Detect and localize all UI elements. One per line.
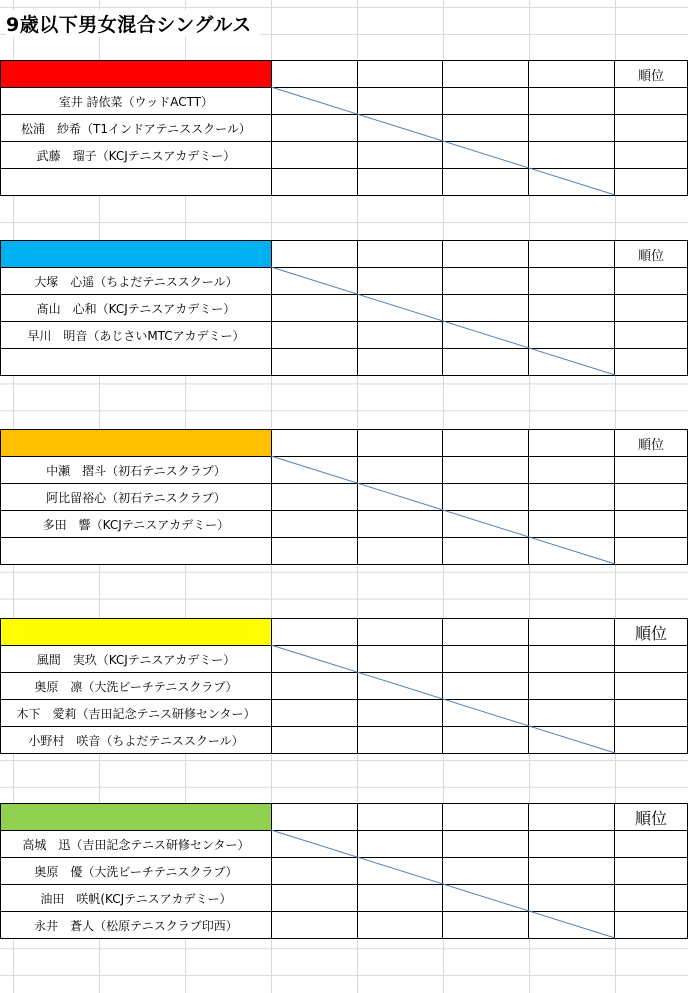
- group-3: [0, 429, 688, 565]
- rank-cell[interactable]: [615, 268, 688, 295]
- score-cell[interactable]: [357, 268, 443, 295]
- rank-cell[interactable]: [615, 727, 688, 754]
- rank-header: [615, 804, 688, 831]
- score-cell[interactable]: [357, 457, 443, 484]
- player-row: [1, 349, 688, 376]
- score-cell[interactable]: [443, 268, 529, 295]
- player-row: [1, 169, 688, 196]
- player-row: [1, 484, 688, 511]
- score-cell[interactable]: [357, 61, 443, 88]
- score-cell[interactable]: [443, 646, 529, 673]
- rank-cell[interactable]: [615, 142, 688, 169]
- score-cell[interactable]: [443, 511, 529, 538]
- group-table: [0, 240, 688, 376]
- group-2: [0, 240, 688, 376]
- player-name: 高城 迅（吉田記念テニス研修センター）: [1, 831, 272, 858]
- rank-header: [615, 430, 688, 457]
- group-1: [0, 60, 688, 196]
- score-cell[interactable]: [357, 912, 443, 939]
- score-cell[interactable]: [357, 619, 443, 646]
- score-cell[interactable]: [443, 673, 529, 700]
- player-name: 奥原 凛（大洗ビーチテニスクラブ）: [1, 673, 272, 700]
- score-cell[interactable]: [443, 61, 529, 88]
- score-cell[interactable]: [443, 457, 529, 484]
- score-cell[interactable]: [271, 61, 357, 88]
- header-row: [1, 804, 688, 831]
- score-cell[interactable]: [271, 673, 357, 700]
- group-4: [0, 618, 688, 754]
- score-cell[interactable]: [443, 169, 529, 196]
- score-cell[interactable]: [443, 241, 529, 268]
- player-name: 早川 明音（あじさいMTCアカデミー）: [1, 322, 272, 349]
- score-cell[interactable]: [443, 322, 529, 349]
- score-cell[interactable]: [443, 885, 529, 912]
- header-row: [1, 430, 688, 457]
- score-cell[interactable]: [529, 858, 615, 885]
- score-cell[interactable]: [529, 511, 615, 538]
- player-name: 松浦 紗希（T1インドアテニススクール）: [1, 115, 272, 142]
- score-cell[interactable]: [357, 831, 443, 858]
- score-cell[interactable]: [271, 169, 357, 196]
- rank-cell[interactable]: [615, 115, 688, 142]
- player-name: 大塚 心遥（ちよだテニススクール）: [1, 268, 272, 295]
- score-cell[interactable]: [271, 619, 357, 646]
- player-row: [1, 268, 688, 295]
- score-cell[interactable]: [357, 142, 443, 169]
- score-cell[interactable]: [443, 912, 529, 939]
- score-cell[interactable]: [443, 115, 529, 142]
- player-row: [1, 885, 688, 912]
- player-row: [1, 457, 688, 484]
- header-row: [1, 619, 688, 646]
- player-name: 木下 愛莉（吉田記念テニス研修センター）: [1, 700, 272, 727]
- score-cell[interactable]: [271, 430, 357, 457]
- rank-cell[interactable]: [615, 88, 688, 115]
- group-color-header: [1, 241, 272, 268]
- player-name: 奥原 優（大洗ビーチテニスクラブ）: [1, 858, 272, 885]
- player-name: [1, 349, 272, 376]
- score-cell[interactable]: [357, 430, 443, 457]
- score-cell[interactable]: [357, 295, 443, 322]
- score-cell[interactable]: [443, 619, 529, 646]
- score-cell[interactable]: [529, 88, 615, 115]
- score-cell[interactable]: [529, 619, 615, 646]
- score-cell[interactable]: [357, 484, 443, 511]
- rank-cell[interactable]: [615, 538, 688, 565]
- score-cell[interactable]: [271, 457, 357, 484]
- score-cell[interactable]: [529, 831, 615, 858]
- player-row: [1, 912, 688, 939]
- player-name: 室井 詩依菜（ウッドACTT）: [1, 88, 272, 115]
- group-table: [0, 429, 688, 565]
- score-cell[interactable]: [271, 268, 357, 295]
- player-name: 多田 響（KCJテニスアカデミー）: [1, 511, 272, 538]
- score-cell[interactable]: [357, 115, 443, 142]
- score-cell[interactable]: [443, 142, 529, 169]
- player-name: 阿比留裕心（初石テニスクラブ）: [1, 484, 272, 511]
- score-cell[interactable]: [357, 700, 443, 727]
- group-color-header: [1, 804, 272, 831]
- group-color-header: [1, 430, 272, 457]
- score-cell[interactable]: [529, 61, 615, 88]
- score-cell[interactable]: [529, 142, 615, 169]
- score-cell[interactable]: [271, 912, 357, 939]
- rank-cell[interactable]: [615, 858, 688, 885]
- rank-cell[interactable]: [615, 295, 688, 322]
- score-cell[interactable]: [271, 142, 357, 169]
- rank-cell[interactable]: [615, 484, 688, 511]
- rank-cell[interactable]: [615, 912, 688, 939]
- group-color-header: [1, 619, 272, 646]
- rank-label: 順位: [635, 623, 668, 643]
- player-row: [1, 115, 688, 142]
- score-cell[interactable]: [443, 804, 529, 831]
- rank-cell[interactable]: [615, 169, 688, 196]
- score-cell[interactable]: [357, 804, 443, 831]
- score-cell[interactable]: [271, 885, 357, 912]
- score-cell[interactable]: [357, 858, 443, 885]
- score-cell[interactable]: [357, 538, 443, 565]
- score-cell[interactable]: [443, 727, 529, 754]
- score-cell[interactable]: [357, 169, 443, 196]
- player-row: [1, 727, 688, 754]
- player-name: 武藤 瑠子（KCJテニスアカデミー）: [1, 142, 272, 169]
- rank-cell[interactable]: [615, 673, 688, 700]
- score-cell[interactable]: [271, 349, 357, 376]
- score-cell[interactable]: [357, 88, 443, 115]
- score-cell[interactable]: [357, 349, 443, 376]
- score-cell[interactable]: [443, 858, 529, 885]
- group-table: [0, 618, 688, 754]
- score-cell[interactable]: [357, 727, 443, 754]
- score-cell[interactable]: [529, 430, 615, 457]
- header-row: [1, 61, 688, 88]
- score-cell[interactable]: [529, 700, 615, 727]
- rank-cell[interactable]: [615, 700, 688, 727]
- rank-cell[interactable]: [615, 646, 688, 673]
- score-cell[interactable]: [357, 646, 443, 673]
- score-cell[interactable]: [271, 115, 357, 142]
- rank-label: 順位: [638, 68, 665, 84]
- score-cell[interactable]: [529, 804, 615, 831]
- rank-label: 順位: [638, 248, 665, 264]
- group-table: [0, 60, 688, 196]
- player-name: 風間 実玖（KCJテニスアカデミー）: [1, 646, 272, 673]
- player-row: [1, 295, 688, 322]
- rank-cell[interactable]: [615, 831, 688, 858]
- score-cell[interactable]: [443, 484, 529, 511]
- score-cell[interactable]: [271, 700, 357, 727]
- score-cell[interactable]: [443, 88, 529, 115]
- group-table: [0, 803, 688, 939]
- group-color-header: [1, 61, 272, 88]
- score-cell[interactable]: [271, 858, 357, 885]
- score-cell[interactable]: [271, 804, 357, 831]
- score-cell[interactable]: [529, 241, 615, 268]
- rank-cell[interactable]: [615, 322, 688, 349]
- rank-header: [615, 619, 688, 646]
- score-cell[interactable]: [443, 700, 529, 727]
- score-cell[interactable]: [529, 169, 615, 196]
- rank-label: 順位: [638, 437, 665, 453]
- score-cell[interactable]: [443, 538, 529, 565]
- score-cell[interactable]: [271, 646, 357, 673]
- score-cell[interactable]: [357, 241, 443, 268]
- player-name: 小野村 咲音（ちよだテニススクール）: [1, 727, 272, 754]
- player-row: [1, 511, 688, 538]
- score-cell[interactable]: [271, 727, 357, 754]
- score-cell[interactable]: [529, 484, 615, 511]
- score-cell[interactable]: [443, 295, 529, 322]
- score-cell[interactable]: [271, 88, 357, 115]
- score-cell[interactable]: [529, 727, 615, 754]
- group-5: [0, 803, 688, 939]
- player-row: [1, 538, 688, 565]
- score-cell[interactable]: [271, 511, 357, 538]
- score-cell[interactable]: [529, 295, 615, 322]
- score-cell[interactable]: [271, 295, 357, 322]
- score-cell[interactable]: [529, 646, 615, 673]
- score-cell[interactable]: [271, 538, 357, 565]
- score-cell[interactable]: [529, 115, 615, 142]
- rank-cell[interactable]: [615, 457, 688, 484]
- score-cell[interactable]: [271, 241, 357, 268]
- rank-cell[interactable]: [615, 511, 688, 538]
- score-cell[interactable]: [443, 349, 529, 376]
- score-cell[interactable]: [529, 268, 615, 295]
- player-name: 中瀬 摺斗（初石テニスクラブ）: [1, 457, 272, 484]
- score-cell[interactable]: [529, 457, 615, 484]
- score-cell[interactable]: [357, 885, 443, 912]
- player-row: [1, 88, 688, 115]
- score-cell[interactable]: [529, 538, 615, 565]
- header-row: [1, 241, 688, 268]
- score-cell[interactable]: [271, 484, 357, 511]
- player-name: 油田 咲帆(KCJテニスアカデミー）: [1, 885, 272, 912]
- player-row: [1, 322, 688, 349]
- rank-header: [615, 241, 688, 268]
- player-name: [1, 169, 272, 196]
- score-cell[interactable]: [271, 831, 357, 858]
- score-cell[interactable]: [529, 885, 615, 912]
- player-name: 髙山 心和（KCJテニスアカデミー）: [1, 295, 272, 322]
- score-cell[interactable]: [529, 322, 615, 349]
- rank-cell[interactable]: [615, 349, 688, 376]
- score-cell[interactable]: [443, 831, 529, 858]
- score-cell[interactable]: [271, 322, 357, 349]
- rank-cell[interactable]: [615, 885, 688, 912]
- score-cell[interactable]: [529, 912, 615, 939]
- score-cell[interactable]: [357, 322, 443, 349]
- rank-label: 順位: [635, 808, 668, 828]
- score-cell[interactable]: [443, 430, 529, 457]
- player-row: [1, 142, 688, 169]
- player-name: 永井 蒼人（松原テニスクラブ印西）: [1, 912, 272, 939]
- player-row: [1, 858, 688, 885]
- player-row: [1, 646, 688, 673]
- page-title: 9歳以下男女混合シングルス: [6, 10, 260, 37]
- player-name: [1, 538, 272, 565]
- score-cell[interactable]: [357, 673, 443, 700]
- rank-header: [615, 61, 688, 88]
- score-cell[interactable]: [529, 673, 615, 700]
- player-row: [1, 831, 688, 858]
- score-cell[interactable]: [529, 349, 615, 376]
- player-row: [1, 673, 688, 700]
- score-cell[interactable]: [357, 511, 443, 538]
- player-row: [1, 700, 688, 727]
